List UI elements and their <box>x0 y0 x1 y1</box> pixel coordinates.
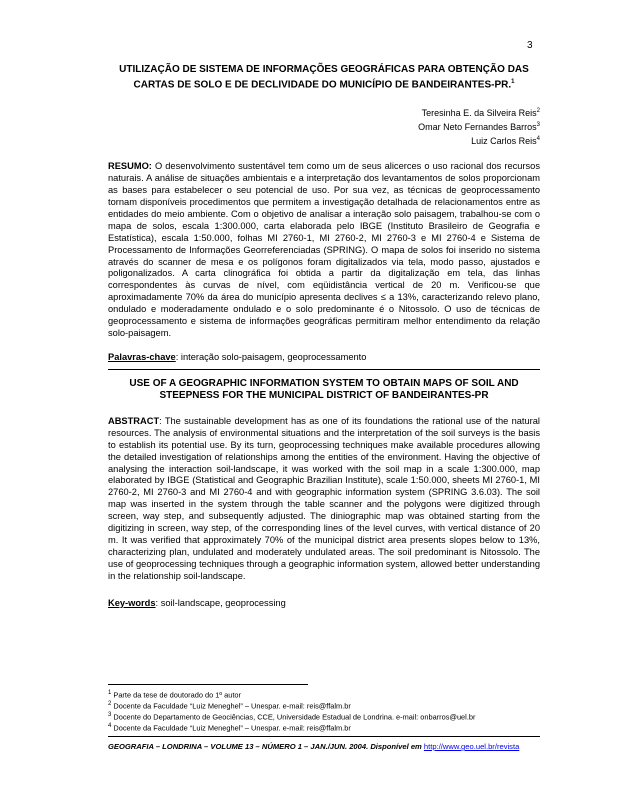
footnote-number: 3 <box>108 712 112 719</box>
author-name: Omar Neto Fernandes Barros <box>418 122 537 133</box>
pt-title-text: UTILIZAÇÃO DE SISTEMA DE INFORMAÇÕES GEOGRÁFICAS PARA OBTENÇÃO DAS CARTAS DE SOLO E DE DECLIVIDADE DO MUNICÍPIO DE BANDEIRANTES-PR. <box>119 64 529 91</box>
footnote <box>108 700 540 711</box>
footnote-number: 4 <box>108 723 112 730</box>
footnote <box>108 689 540 700</box>
author-footnote-ref: 4 <box>536 136 540 143</box>
author-list <box>108 105 540 147</box>
footnote-text: Docente da Faculdade “Luiz Meneghel” – Unespar. e-mail: reis@ffalm.br <box>111 701 351 711</box>
page-number: 3 <box>527 40 533 51</box>
footnote-text: Parte da tese de doutorado do 1º autor <box>111 690 242 700</box>
section-divider <box>108 369 540 370</box>
author-footnote-ref: 3 <box>536 122 540 129</box>
footnote-number: 1 <box>108 690 112 696</box>
pt-title-footnote-ref: 1 <box>511 79 515 85</box>
footnote-text: Docente do Departamento de Geociências, CCE, Universidade Estadual de Londrina. e-mail: onbarros@uel.br <box>111 712 476 722</box>
resumo-label: RESUMO: <box>108 161 152 172</box>
resumo-paragraph <box>108 161 540 340</box>
author-name: Luiz Carlos Reis <box>471 136 537 147</box>
author <box>108 133 540 147</box>
footnote-number: 2 <box>108 701 112 708</box>
author <box>108 105 540 119</box>
journal-url-link[interactable]: http://www.geo.uel.br/revista <box>423 742 520 751</box>
palavras-chave <box>108 351 540 363</box>
abstract-label: ABSTRACT <box>108 415 160 426</box>
abstract-paragraph <box>108 416 540 583</box>
footnote <box>108 711 540 722</box>
en-title: USE OF A GEOGRAPHIC INFORMATION SYSTEM TO OBTAIN MAPS OF SOIL AND STEEPNESS FOR THE MUNICIPAL DISTRICT OF BANDEIRANTES-PR <box>129 377 519 401</box>
footnotes <box>108 689 540 733</box>
palavras-chave-label: Palavras-chave <box>108 351 176 362</box>
journal-citation: GEOGRAFIA – LONDRINA – VOLUME 13 – NÚMERO 1 – JAN./JUN. 2004. Disponível em <box>108 742 424 751</box>
author-footnote-ref: 2 <box>536 108 540 115</box>
author <box>108 119 540 133</box>
abstract-text: : The sustainable development has as one of its foundations the rational use of the natural resources. The analysis of environmental situations and the interpretation of the soil surveys is the basis to establish its potential use. By its turn, geoprocessing techniques make available procedures allowing the detailed investigation of relationships among the entities of the environment. Having the objective of analysing the interaction soil-landscape, it was worked with the soil map in a scale 1:300.000, map elaborated by IBGE (Statistical and Geographic Brazilian Institute), scale 1:50.000, sheets MI 2760-1, MI 2760-2, MI 2760-3 and MI 2760-4 and with geographic information system (SPRING 3.6.03). The soil map was inserted in the system through the table scanner and the polygons were digitized through screen, way step, and subsequently adjusted. The diniographic map was obtained starting from the digitizing in screen, way step, of the corresponding lines of the level curves, with vertical distance of 20 m. It was verified that approximately 70% of the municipal district area presents slopes below to 13%, characterizing plan, undulated and moderately undulated areas. The soil predominant is Nitossolo. The use of geoprocessing techniques through a geographic information system, allowed better understanding in the relationship soil-landscape. <box>108 415 540 581</box>
keywords-text: : soil-landscape, geoprocessing <box>155 597 286 608</box>
keywords-label: Key-words <box>108 597 156 608</box>
keywords <box>108 597 540 609</box>
resumo-text: O desenvolvimento sustentável tem como um de seus alicerces o uso racional dos recursos naturais. A análise de situações ambientais e a interpretação dos levantamentos de solos proporcionam as bases para estabelecer o seu potencial de uso. Por sua vez, as técnicas de geoprocessamento tornam disponíveis procedimentos que permitem a investigação detalhada de relacionamentos entre as entidades do meio ambiente. Com o objetivo de analisar a interação solo paisagem, trabalhou-se com o mapa de solos, escala 1:300.000, carta elaborada pelo IBGE (Instituto Brasileiro de Geografia e Estatística), escala 1:50.000, folhas MI 2760-1, MI 2760-2, MI 2760-3 e MI 2760-4 e Sistema de Processamento de Informações Georreferenciadas (SPRING). O mapa de solos foi inserido no sistema através do scanner de mesa e os polígonos foram digitalizados via tela, modo passo, ajustados e poligonalizados. A carta clinográfica foi obtida a partir da digitalização em tela, das linhas correspondentes às curvas de nível, com eqüidistância vertical de 20 m. Verificou-se que aproximadamente 70% da área do município apresenta declives ≤ a 13%, caracterizando relevo plano, ondulado e moderadamente ondulado e o solo predominante é o Nitossolo. O uso de técnicas de geoprocessamento e sistema de informações geográficas permitiram melhor entendimento da relação solo-paisagem. <box>108 161 540 339</box>
palavras-chave-text: : interação solo-paisagem, geoprocessamento <box>175 351 367 362</box>
footnote-divider <box>108 684 308 685</box>
journal-footer <box>108 736 540 751</box>
pt-title <box>108 64 540 91</box>
article-body <box>108 64 540 609</box>
footnote <box>108 722 540 733</box>
footnote-text: Docente da Faculdade “Luiz Meneghel” – Unespar. e-mail: reis@ffalm.br <box>111 723 351 733</box>
author-name: Teresinha E. da Silveira Reis <box>421 108 537 119</box>
